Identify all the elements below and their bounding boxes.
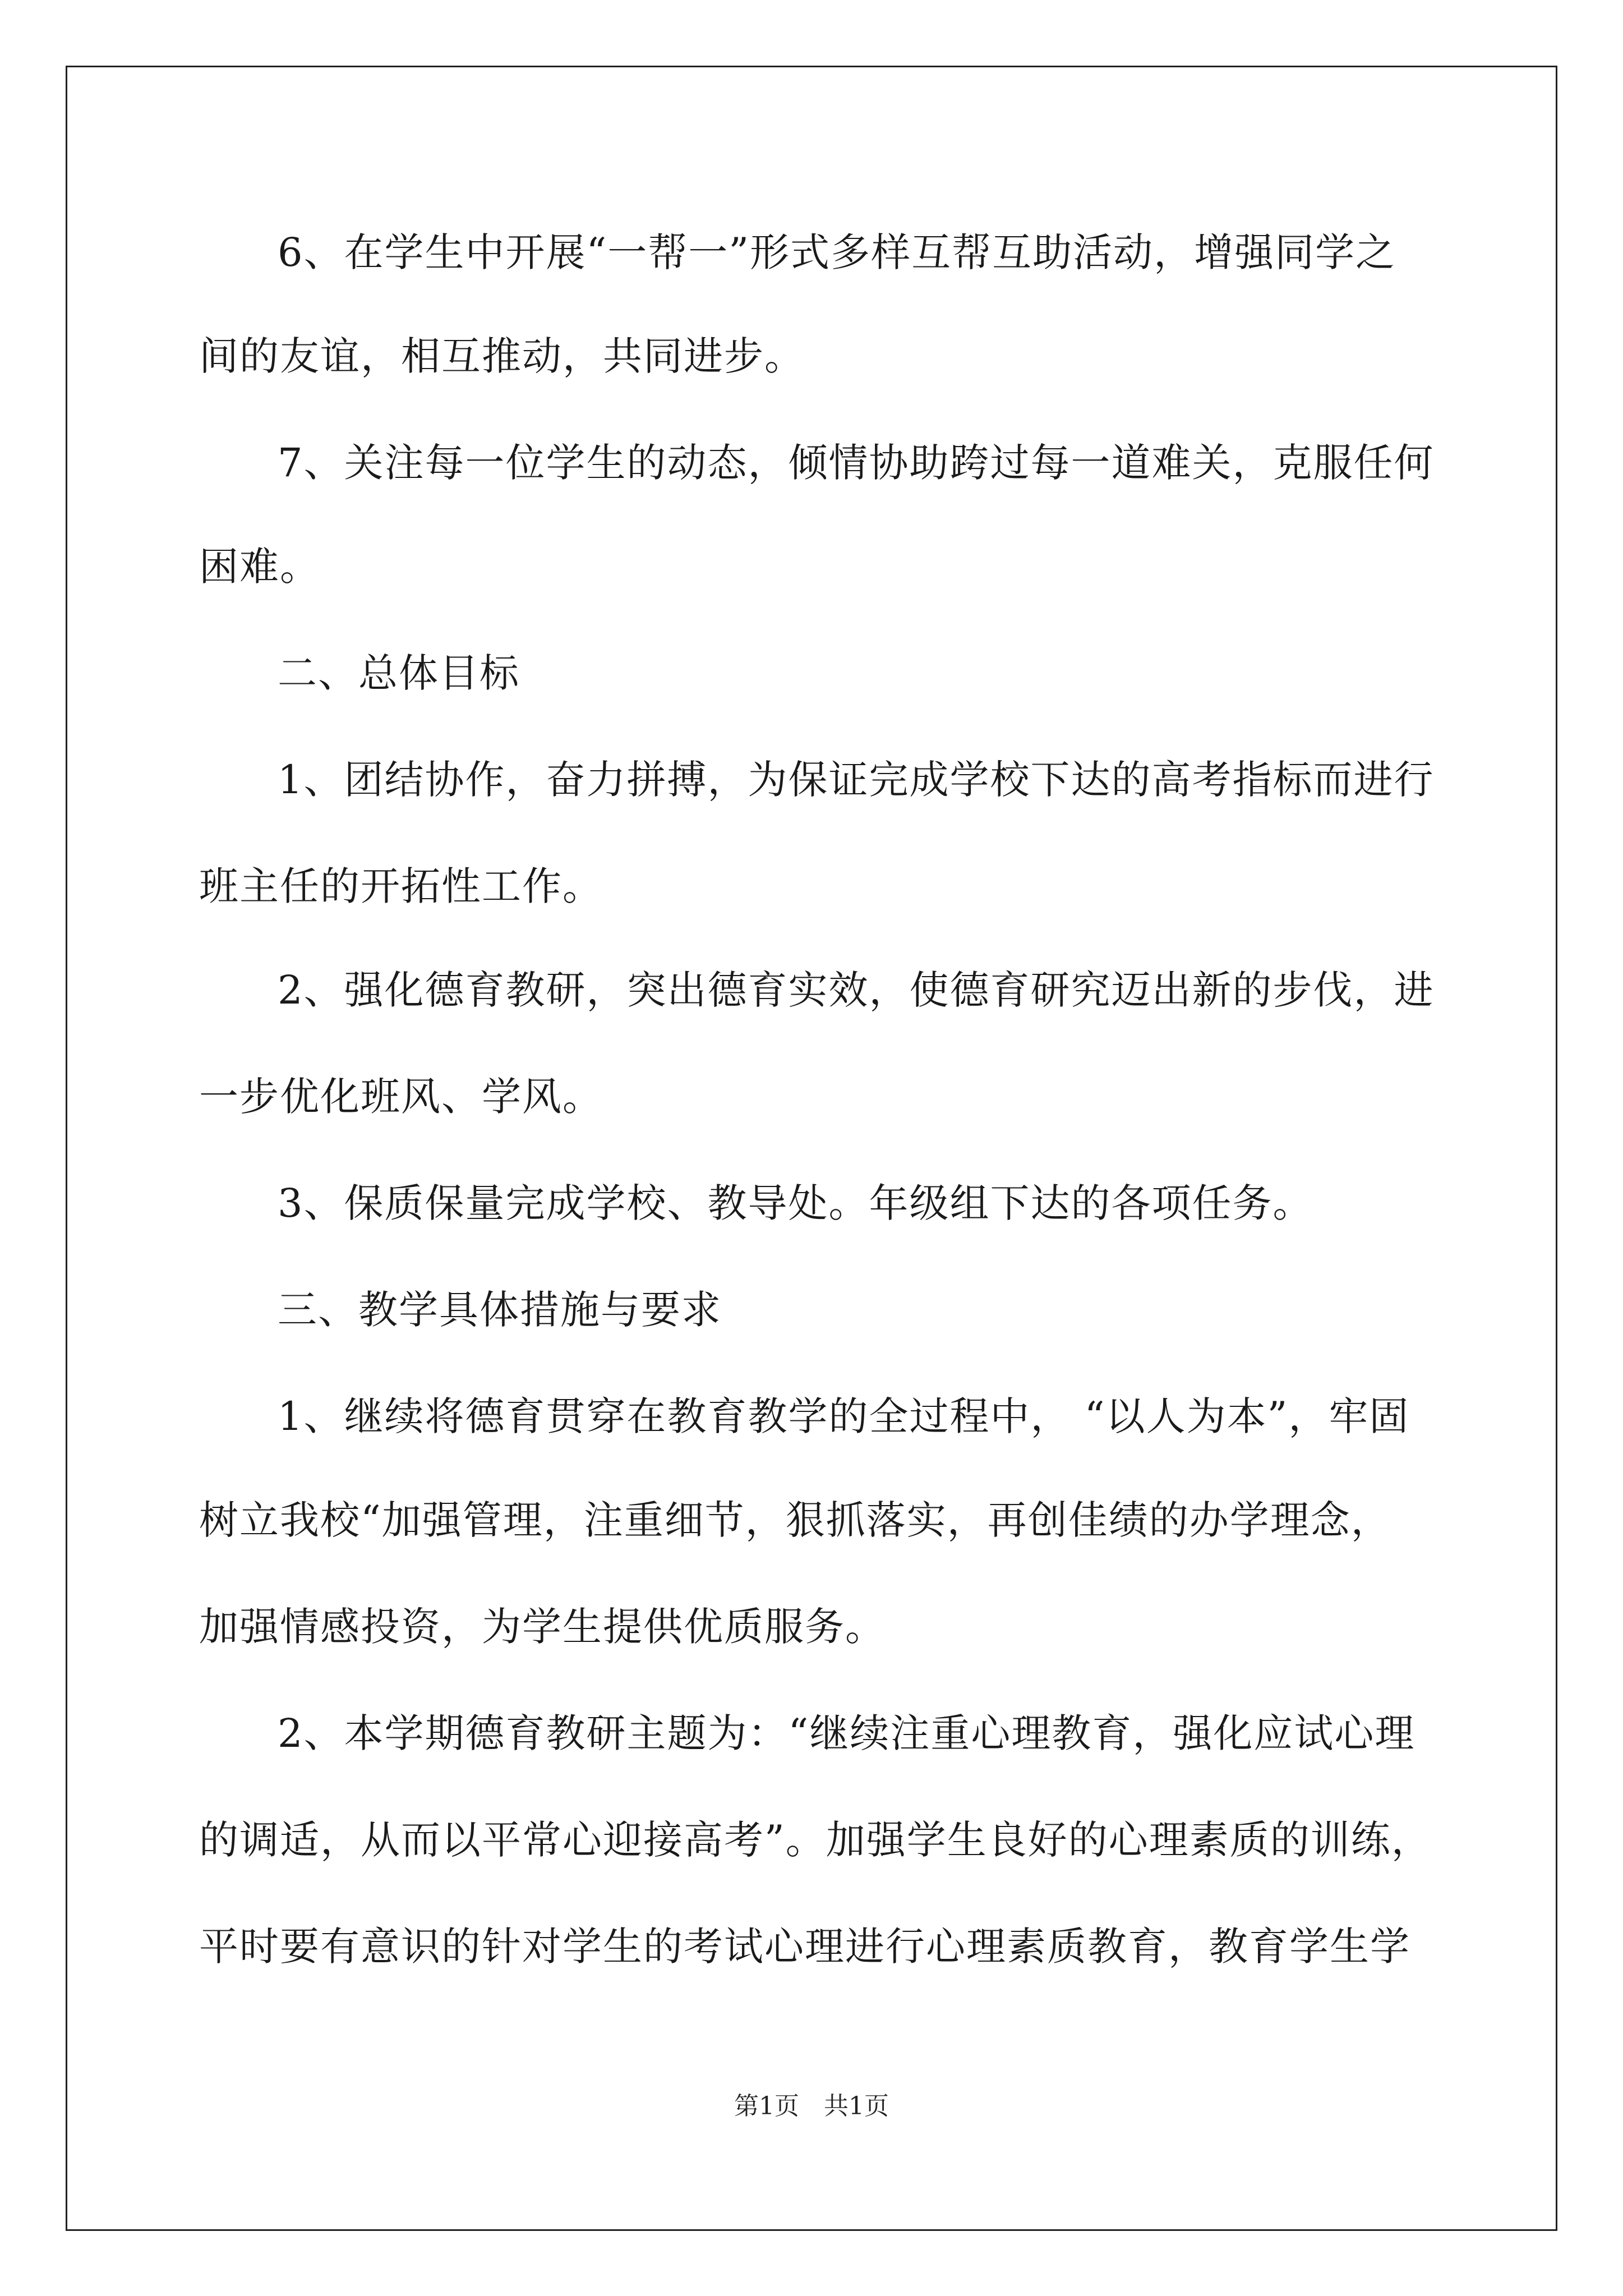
paragraph-7-line-1: 7、关注每一位学生的动态，倾情协助跨过每一道难关，克服任何 [278, 440, 1435, 486]
measure-2-line-1: 2、本学期德育教研主题为：“继续注重心理教育，强化应试心理 [278, 1710, 1415, 1756]
measure-1-line-3: 加强情感投资，为学生提供优质服务。 [199, 1604, 886, 1650]
page-footer: 第1页 共1页 [734, 2092, 889, 2120]
section-heading-3: 三、教学具体措施与要求 [278, 1287, 722, 1333]
paragraph-6-line-1: 6、在学生中开展“一帮一”形式多样互帮互助活动，增强同学之 [278, 229, 1396, 275]
measure-2-line-3: 平时要有意识的针对学生的考试心理进行心理素质教育，教育学生学 [199, 1924, 1410, 1970]
goal-1-line-1: 1、团结协作，奋力拼搏，为保证完成学校下达的高考指标而进行 [278, 757, 1435, 803]
goal-2-line-1: 2、强化德育教研，突出德育实效，使德育研究迈出新的步伐，进 [278, 967, 1435, 1013]
page-border [66, 66, 1557, 2231]
goal-1-line-2: 班主任的开拓性工作。 [199, 863, 603, 909]
goal-2-line-2: 一步优化班风、学风。 [199, 1074, 603, 1120]
section-heading-2: 二、总体目标 [278, 650, 520, 696]
measure-1-line-2: 树立我校“加强管理，注重细节，狠抓落实，再创佳绩的办学理念， [199, 1497, 1391, 1543]
paragraph-6-line-2: 间的友谊，相互推动，共同进步。 [199, 333, 805, 379]
goal-3-line-1: 3、保质保量完成学校、教导处。年级组下达的各项任务。 [278, 1180, 1313, 1226]
paragraph-7-line-2: 困难。 [199, 544, 320, 590]
measure-1-line-1: 1、继续将德育贯穿在教育教学的全过程中， “以人为本”，牢固 [278, 1393, 1410, 1439]
measure-2-line-2: 的调适，从而以平常心迎接高考”。加强学生良好的心理素质的训练， [199, 1817, 1432, 1863]
